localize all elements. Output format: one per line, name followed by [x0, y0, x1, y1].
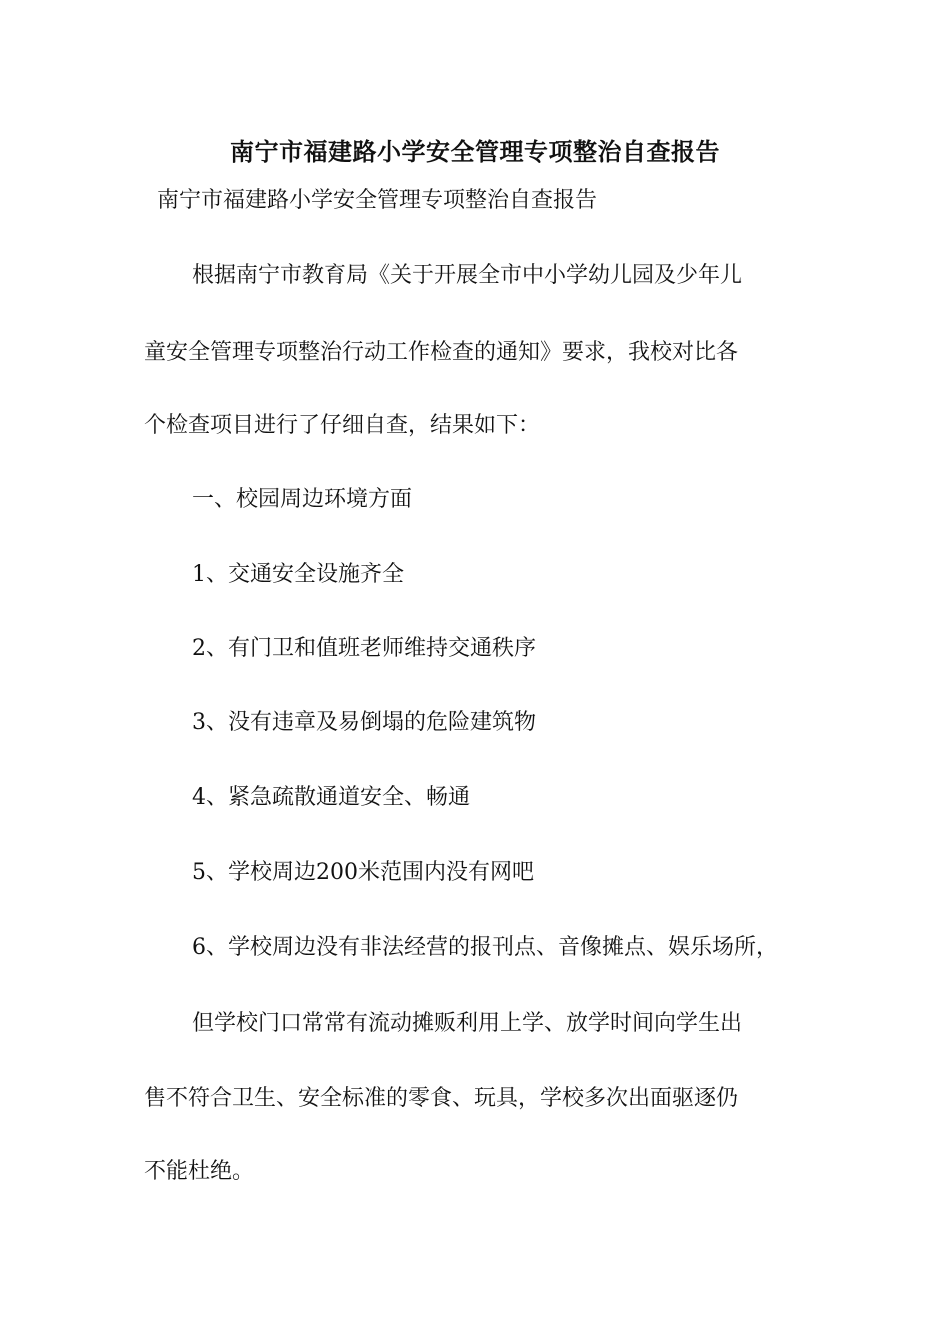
- document-subtitle: 南宁市福建路小学安全管理专项整治自查报告: [157, 188, 598, 213]
- list-item: 1、交通安全设施齐全: [192, 562, 404, 587]
- intro-line-3: 个检查项目进行了仔细自查，结果如下：: [144, 413, 541, 438]
- closing-line-3: 不能杜绝。: [144, 1159, 255, 1184]
- list-item: 5、学校周边200米范围内没有网吧: [192, 860, 534, 885]
- list-item: 4、紧急疏散通道安全、畅通: [192, 785, 470, 810]
- list-item: 3、没有违章及易倒塌的危险建筑物: [192, 710, 536, 735]
- list-item: 6、学校周边没有非法经营的报刊点、音像摊点、娱乐场所，: [192, 935, 778, 960]
- intro-line-1: 根据南宁市教育局《关于开展全市中小学幼儿园及少年儿: [192, 263, 743, 288]
- document-title: 南宁市福建路小学安全管理专项整治自查报告: [230, 137, 720, 166]
- list-item: 2、有门卫和值班老师维持交通秩序: [192, 636, 536, 661]
- section-heading: 一、校园周边环境方面: [192, 487, 413, 512]
- closing-line-2: 售不符合卫生、安全标准的零食、玩具，学校多次出面驱逐仍: [144, 1086, 739, 1111]
- intro-line-2: 童安全管理专项整治行动工作检查的通知》要求，我校对比各: [144, 340, 739, 365]
- closing-line-1: 但学校门口常常有流动摊贩利用上学、放学时间向学生出: [192, 1011, 743, 1036]
